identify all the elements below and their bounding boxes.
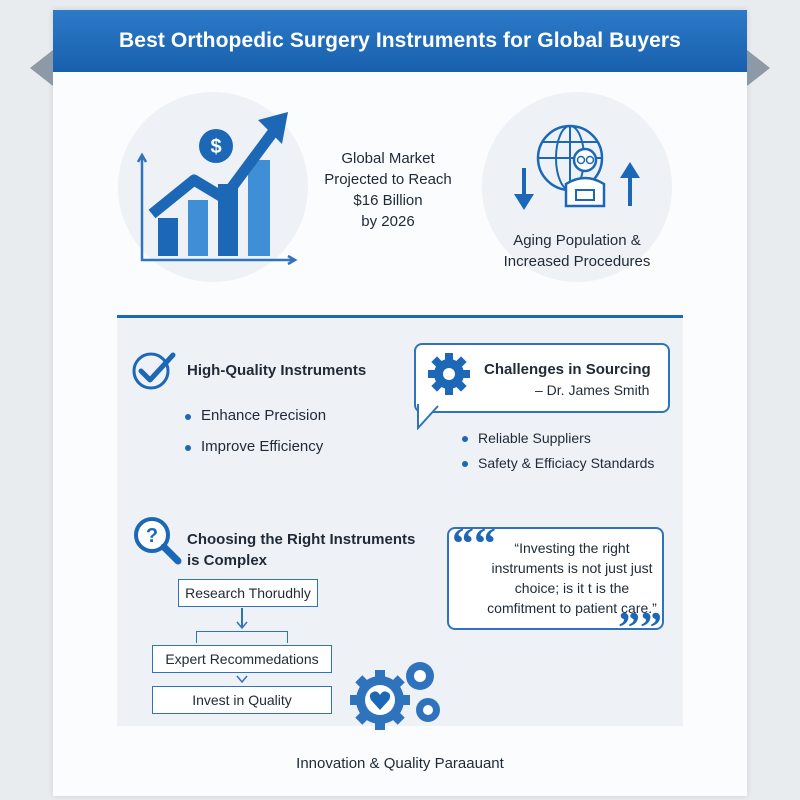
challenges-heading: Challenges in Sourcing <box>484 361 651 378</box>
list-item: Safety & Efficiacy Standards <box>462 453 654 473</box>
market-projection-text <box>318 148 458 232</box>
market-line-3: $16 Billion <box>353 192 423 209</box>
globe-person-icon <box>510 118 650 218</box>
list-item: Enhance Precision <box>185 406 326 426</box>
quote-line-3: choice; is it t is the <box>514 580 630 596</box>
dollar-growth-chart-icon <box>130 110 300 270</box>
choosing-heading-line-2: is Complex <box>187 552 268 569</box>
flow-bracket <box>196 631 288 643</box>
quality-heading: High-Quality Instruments <box>187 362 367 379</box>
aging-line-2: Increased Procedures <box>503 253 651 270</box>
bubble-tail <box>414 404 444 430</box>
challenges-attribution: – Dr. James Smith <box>535 382 650 398</box>
quote-line-2: instruments is not just just <box>491 560 653 576</box>
page-title: Best Orthopedic Surgery Instruments for Global Buyers <box>119 29 681 52</box>
svg-text:$: $ <box>210 136 222 158</box>
chevron-down-icon <box>236 620 248 630</box>
market-line-1: Global Market <box>341 150 435 167</box>
quote-line-4: comfitment to patient care.” <box>487 600 657 616</box>
question-magnifier-icon <box>132 515 184 567</box>
svg-text:?: ? <box>145 525 159 547</box>
gears-heart-icon <box>348 654 444 734</box>
chevron-down-icon <box>236 674 248 684</box>
flow-step-research: Research Thorudhly <box>178 579 318 607</box>
aging-line-1: Aging Population & <box>513 232 641 249</box>
banner-fold-right <box>747 50 770 86</box>
choosing-heading-line-1: Choosing the Right Instruments <box>187 531 416 548</box>
market-line-2: Projected to Reach <box>324 171 452 188</box>
flow-step-invest: Invest in Quality <box>152 686 332 714</box>
title-banner <box>53 10 747 72</box>
list-item: Improve Efficiency <box>185 437 326 457</box>
footer-text: Innovation & Quality Paraauant <box>296 755 504 772</box>
choosing-heading <box>187 529 415 571</box>
quality-bullets <box>185 406 326 468</box>
challenges-bullets <box>462 428 654 484</box>
quote-line-1: “Investing the right <box>514 540 630 556</box>
gear-icon <box>426 351 472 397</box>
flow-step-expert: Expert Recommedations <box>152 645 332 673</box>
checkmark-icon <box>131 349 177 391</box>
market-line-4: by 2026 <box>361 213 415 230</box>
list-item: Reliable Suppliers <box>462 428 654 448</box>
banner-fold-left <box>30 50 53 86</box>
aging-population-text <box>492 230 662 272</box>
quote-close-icon: ”” <box>618 603 662 652</box>
quote-open-icon: ““ <box>452 519 496 568</box>
